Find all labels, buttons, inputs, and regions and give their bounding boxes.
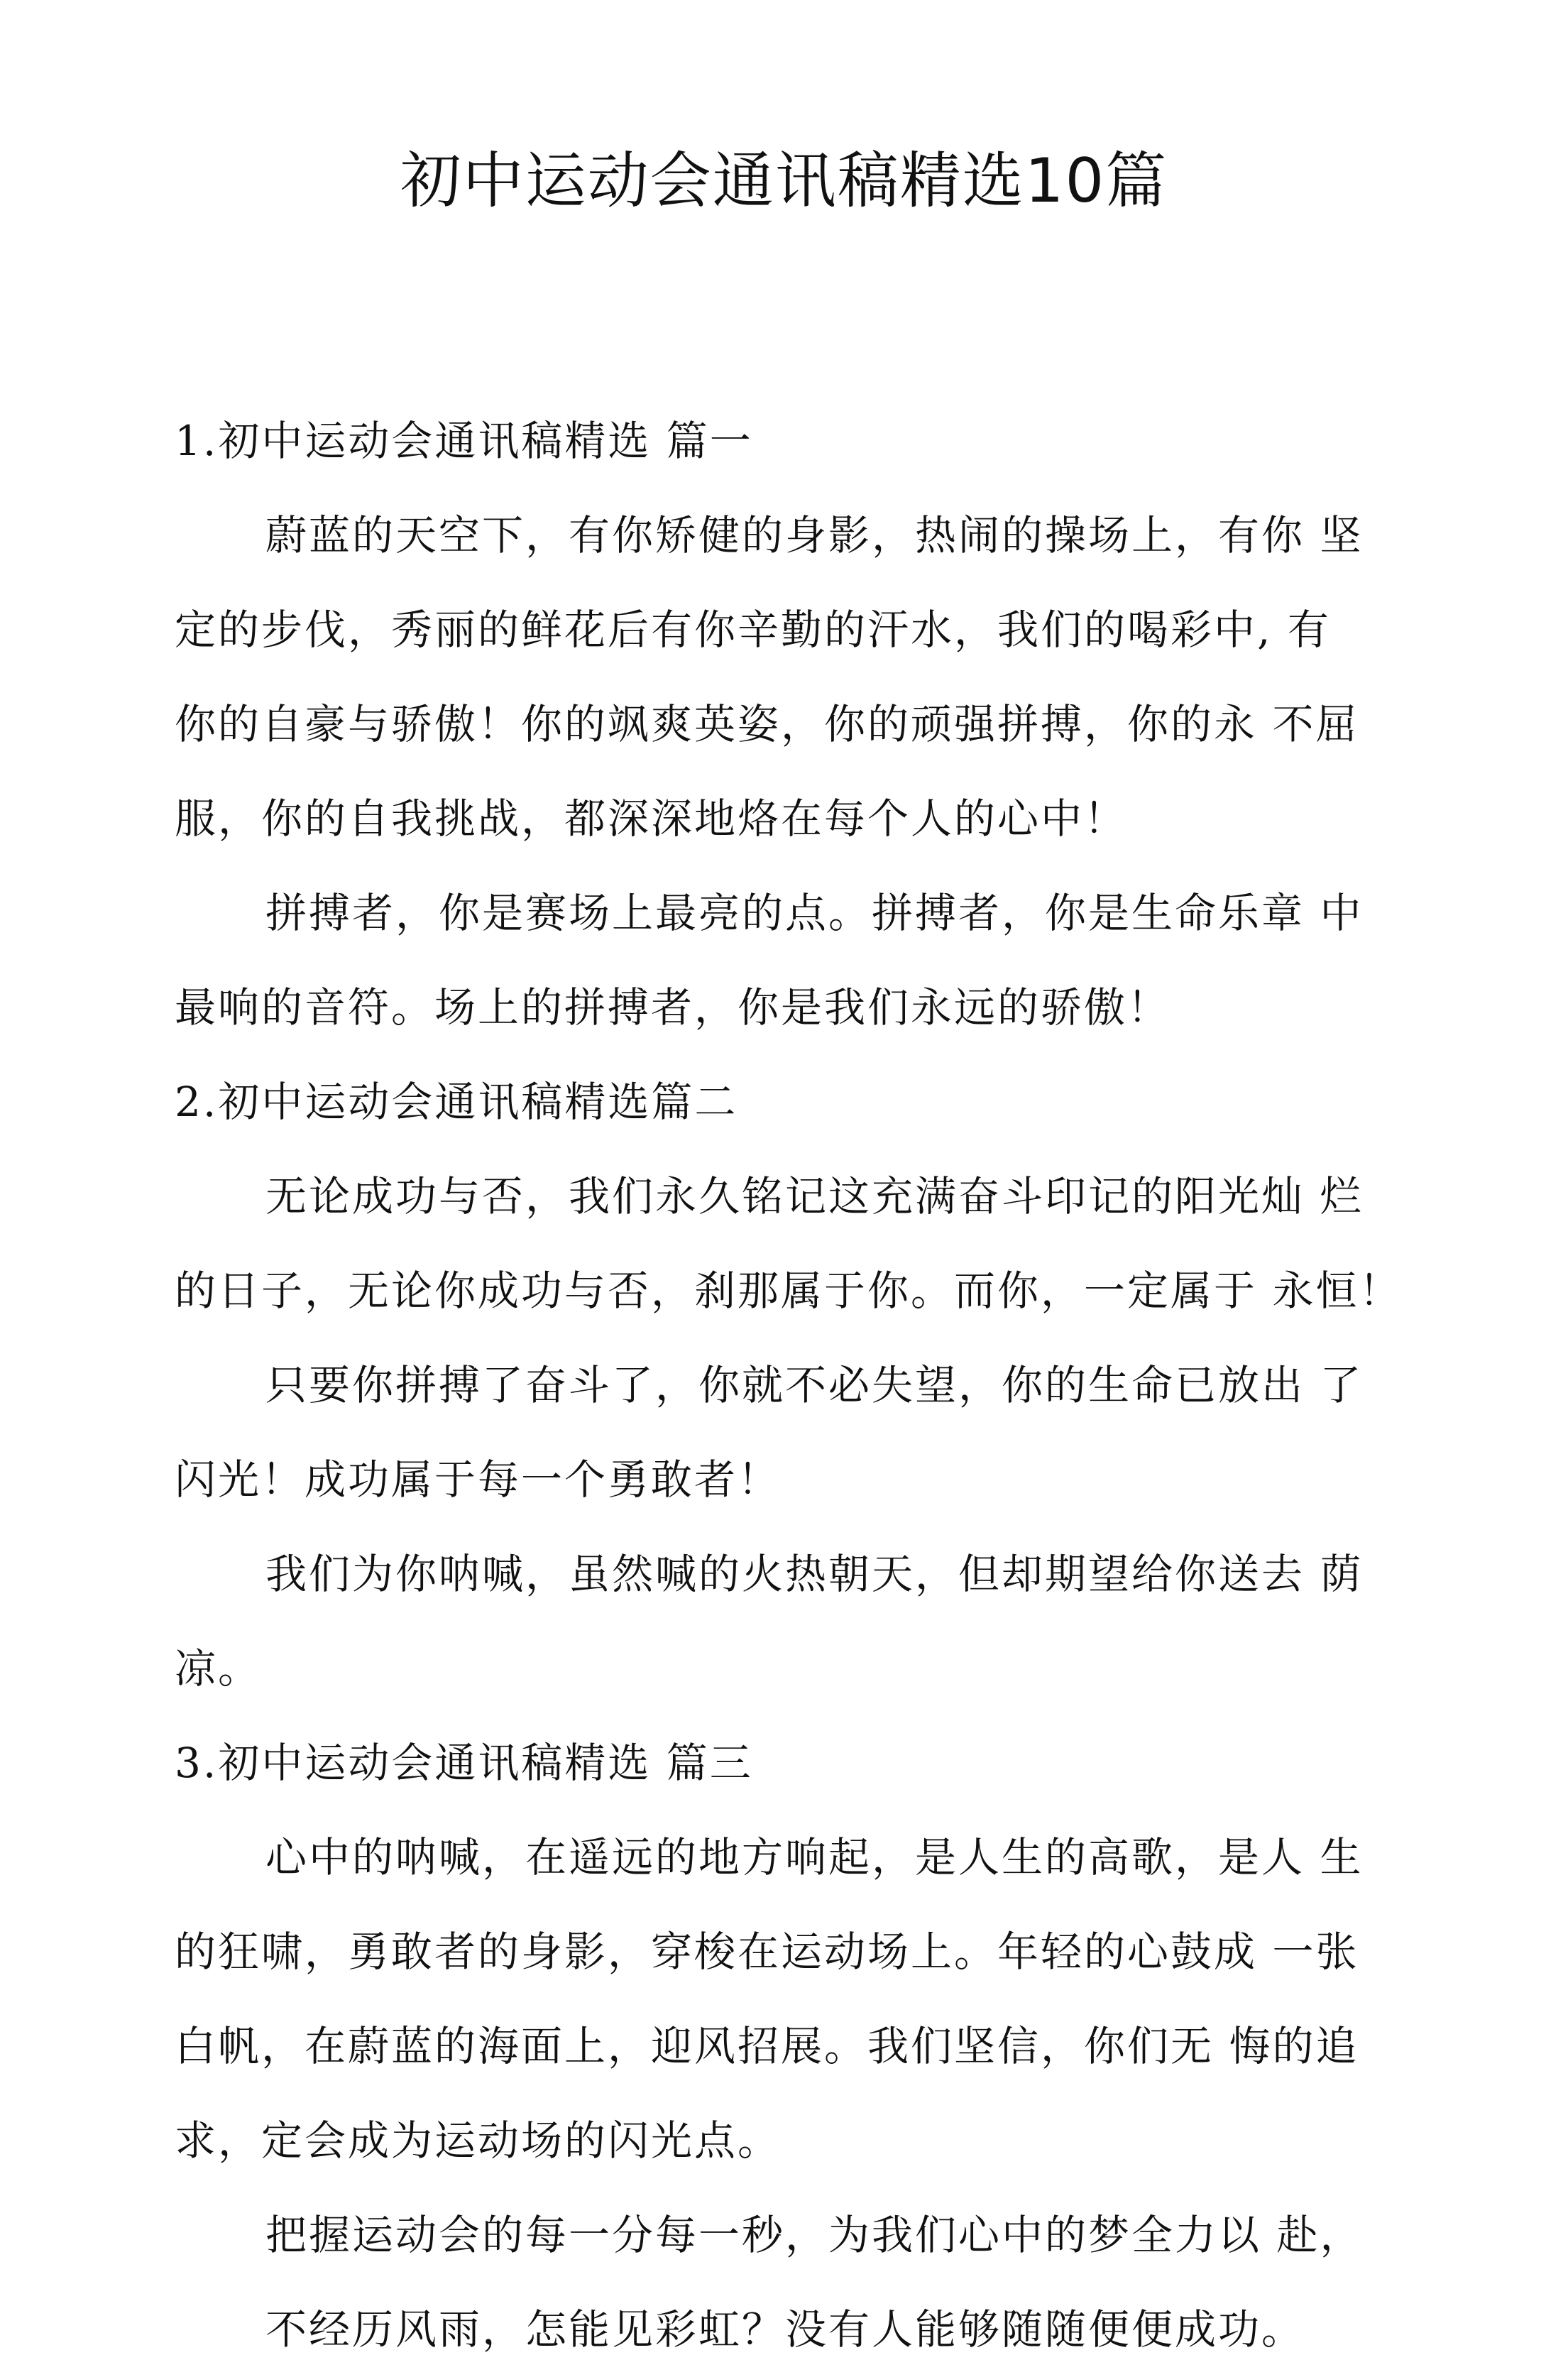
text-line: 最响的音符。场上的拼搏者，你是我们永远的骄傲！ xyxy=(175,983,1171,1032)
document-body xyxy=(175,394,1410,2377)
paragraph xyxy=(175,2188,1410,2283)
paragraph xyxy=(175,2283,1410,2377)
text-line: 白帆，在蔚蓝的海面上，迎风招展。我们坚信，你们无 悔的追 xyxy=(175,2022,1359,2070)
paragraph xyxy=(175,1149,1410,1338)
text-line: 把握运动会的每一分每一秒，为我们心中的梦全力以 赴， xyxy=(265,2211,1364,2259)
text-line: 你的自豪与骄傲！你的飒爽英姿，你的顽强拼搏，你的永 不屈 xyxy=(175,700,1359,748)
text-line: 凉。 xyxy=(175,1644,262,1693)
text-line: 只要你拼搏了奋斗了，你就不必失望，你的生命已放出 了 xyxy=(265,1361,1364,1409)
paragraph xyxy=(175,488,1410,866)
section-heading-2: 2.初中运动会通讯稿精选篇二 xyxy=(175,1078,738,1126)
text-line: 拼搏者，你是赛场上最亮的点。拼搏者，你是生命乐章 中 xyxy=(265,889,1364,937)
text-line: 不经历风雨，怎能见彩虹？没有人能够随随便便成功。 xyxy=(265,2305,1305,2354)
paragraph xyxy=(175,1810,1410,2188)
text-line: 求，定会成为运动场的闪光点。 xyxy=(175,2116,782,2165)
section-heading-3: 3.初中运动会通讯稿精选 篇三 xyxy=(175,1739,753,1787)
paragraph xyxy=(175,1338,1410,1527)
text-line: 的狂啸，勇敢者的身影，穿梭在运动场上。年轻的心鼓成 一张 xyxy=(175,1928,1359,1976)
text-line: 的日子，无论你成功与否，刹那属于你。而你，一定属于 永恒！ xyxy=(175,1267,1403,1315)
document-title: 初中运动会通讯稿精选10篇 xyxy=(400,146,1168,217)
section-heading-1: 1.初中运动会通讯稿精选 篇一 xyxy=(175,417,753,465)
text-line: 心中的呐喊，在遥远的地方响起，是人生的高歌，是人 生 xyxy=(265,1833,1364,1881)
text-line: 蔚蓝的天空下，有你矫健的身影，热闹的操场上，有你 坚 xyxy=(265,511,1364,559)
text-line: 定的步伐，秀丽的鲜花后有你辛勤的汗水，我们的喝彩中, 有 xyxy=(175,606,1331,654)
paragraph xyxy=(175,866,1410,1055)
text-line: 我们为你呐喊，虽然喊的火热朝天，但却期望给你送去 荫 xyxy=(265,1550,1364,1598)
text-line: 服，你的自我挑战，都深深地烙在每个人的心中！ xyxy=(175,794,1128,843)
text-line: 闪光！成功属于每一个勇敢者！ xyxy=(175,1455,782,1504)
text-line: 无论成功与否，我们永久铭记这充满奋斗印记的阳光灿 烂 xyxy=(265,1172,1364,1220)
paragraph xyxy=(175,1527,1410,1716)
